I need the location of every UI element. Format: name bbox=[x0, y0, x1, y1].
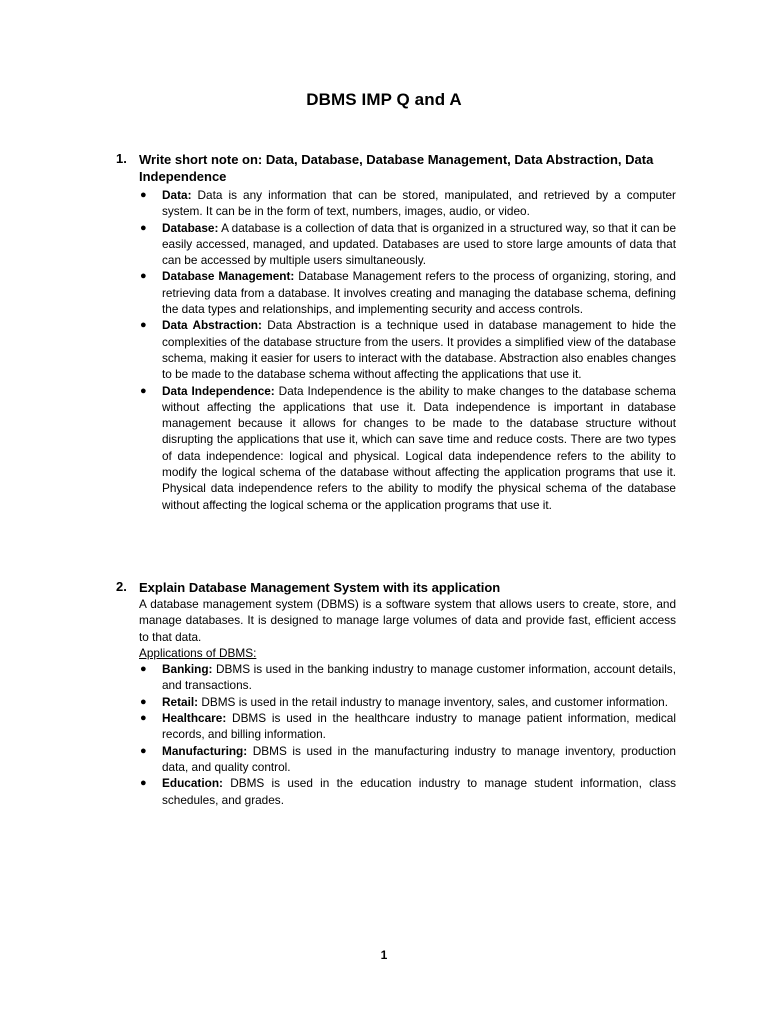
list-item-term: Data Abstraction: bbox=[162, 318, 262, 333]
bullet-icon: ● bbox=[140, 270, 147, 283]
bullet-list bbox=[116, 661, 676, 808]
bullet-icon: ● bbox=[140, 695, 147, 708]
list-item bbox=[140, 317, 676, 382]
list-item bbox=[140, 383, 676, 513]
list-item-term: Data Independence: bbox=[162, 383, 275, 398]
question-heading: Explain Database Management System with its application bbox=[139, 580, 501, 595]
list-item-term: Retail: bbox=[162, 694, 199, 709]
bullet-icon: ● bbox=[140, 663, 147, 676]
list-item-text: Data Independence is the ability to make changes to the database schema without affecting the applications that use it. Data independence is important in database management because it allows for changes to be made to the database structure without disrupting the applications that use it, which can save time and reduce costs. There are two types of data independence: logical and physical. Logical data independence refers to the ability to modify the logical schema of the database without affecting the application programs that use it. Physical data independence refers to the ability to modify the physical schema of the database without affecting the logical schema or the application programs that use it. bbox=[162, 383, 676, 512]
list-item-term: Education: bbox=[162, 776, 223, 791]
list-item-text: DBMS is used in the retail industry to manage inventory, sales, and customer information. bbox=[198, 694, 668, 709]
question-number: 1. bbox=[116, 151, 127, 166]
list-item bbox=[140, 710, 676, 743]
list-item-text: DBMS is used in the banking industry to manage customer information, account details, and transactions. bbox=[162, 662, 676, 693]
bullet-icon: ● bbox=[140, 712, 147, 725]
question-2 bbox=[116, 579, 676, 808]
list-item bbox=[140, 775, 676, 808]
list-item-term: Manufacturing: bbox=[162, 743, 248, 758]
bullet-icon: ● bbox=[140, 744, 147, 757]
question-number: 2. bbox=[116, 579, 127, 594]
list-item bbox=[140, 694, 676, 710]
list-item bbox=[140, 187, 676, 220]
list-item-term: Data: bbox=[162, 188, 192, 202]
list-item-text: Data Abstraction is a technique used in database management to hide the complexities of the database structure from the users. It provides a simplified view of the database schema, making it easier for users to interact with the database. Abstraction also enables changes to be made to the database schema without affecting the applications that use it. bbox=[162, 318, 676, 382]
bullet-icon: ● bbox=[140, 384, 147, 397]
bullet-icon: ● bbox=[140, 221, 147, 234]
list-item-text: DBMS is used in the education industry to manage student information, class schedules, and grades. bbox=[162, 776, 676, 807]
list-item-text: DBMS is used in the healthcare industry to manage patient information, medical records, and billing information. bbox=[162, 711, 676, 742]
bullet-icon: ● bbox=[140, 189, 147, 201]
list-item-text: DBMS is used in the manufacturing industry to manage inventory, production data, and quality control. bbox=[162, 743, 676, 774]
list-item-term: Healthcare: bbox=[162, 711, 227, 726]
bullet-icon: ● bbox=[140, 777, 147, 790]
list-item bbox=[140, 220, 676, 269]
list-item-term: Banking: bbox=[162, 662, 213, 677]
page-title: DBMS IMP Q and A bbox=[306, 90, 462, 109]
question-intro: A database management system (DBMS) is a software system that allows users to create, store, and manage databases. It is designed to manage large volumes of data and provide fast, efficient access to that data. bbox=[139, 597, 676, 644]
list-item-term: Database Management: bbox=[162, 269, 295, 284]
list-item-text: Data is any information that can be stored, manipulated, and retrieved by a computer system. It can be in the form of text, numbers, images, audio, or video. bbox=[162, 188, 676, 219]
bullet-icon: ● bbox=[140, 319, 147, 332]
list-item-term: Database: bbox=[162, 220, 219, 235]
list-item bbox=[140, 743, 676, 776]
bullet-list bbox=[116, 187, 676, 513]
page-number: 1 bbox=[380, 948, 388, 962]
list-item bbox=[140, 661, 676, 694]
list-item-text: A database is a collection of data that is organized in a structured way, so that it can be easily accessed, managed, and updated. Databases are used to store large amounts of data that can be accessed by multiple users simultaneously. bbox=[162, 220, 676, 268]
list-item bbox=[140, 268, 676, 317]
applications-subheading: Applications of DBMS: bbox=[139, 645, 257, 660]
question-1 bbox=[116, 151, 676, 513]
question-heading: Write short note on: Data, Database, Database Management, Data Abstraction, Data Independence bbox=[139, 152, 654, 184]
list-item-text: Database Management refers to the process of organizing, storing, and retrieving data from a database. It involves creating and managing the database schema, defining the data types and relationships, and implementing security and access controls. bbox=[162, 269, 676, 317]
